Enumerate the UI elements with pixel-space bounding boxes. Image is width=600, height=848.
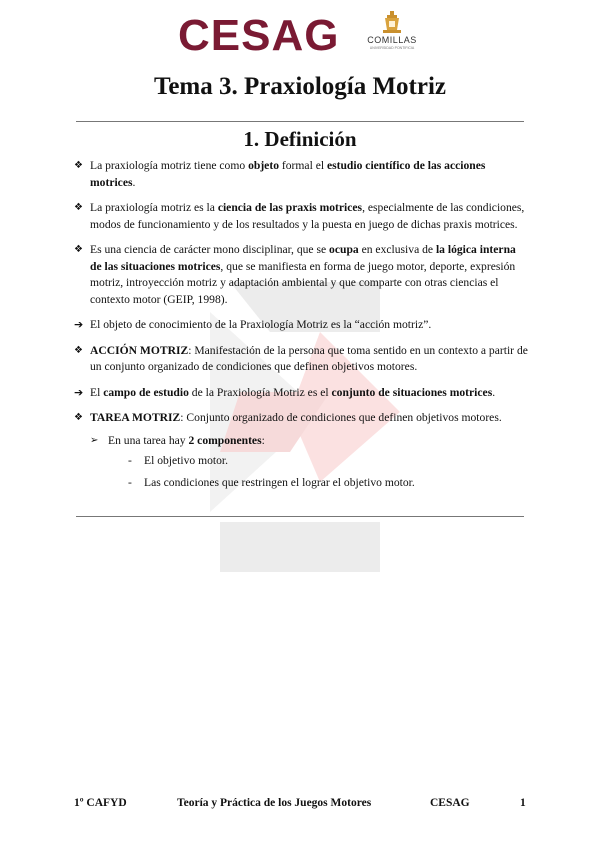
component-item <box>74 453 530 470</box>
list-item <box>74 158 530 191</box>
bold-text: objeto <box>248 159 279 172</box>
text-run: en exclusiva de <box>358 243 436 256</box>
list-item <box>74 343 530 376</box>
sub-item-text <box>108 434 265 447</box>
footer-page-number: 1 <box>520 797 526 809</box>
bold-text: la lógica interna de las situaciones motrices <box>90 243 516 273</box>
dash-marker: - <box>128 475 132 489</box>
page-footer <box>74 797 530 813</box>
list-item <box>74 410 530 427</box>
sub-item-marker: ➢ <box>90 434 99 446</box>
dash-marker: - <box>128 454 132 467</box>
list-item <box>74 242 530 308</box>
header-logos <box>0 10 600 60</box>
list-item-text <box>90 318 431 331</box>
footer-subject: Teoría y Práctica de los Juegos Motores <box>177 797 372 809</box>
component-text: El objetivo motor. <box>144 454 229 467</box>
footer-course: 1º CAFYD <box>74 797 127 809</box>
text-run: El objeto de conocimiento de la Praxiología Motriz es la “acción motriz”. <box>90 318 432 331</box>
text-run: En una tarea hay <box>108 433 189 447</box>
page-title: Tema 3. Praxiología Motriz <box>153 73 447 100</box>
list-item <box>74 317 530 334</box>
text-run: . <box>492 385 496 399</box>
arrow-bullet-icon: ➔ <box>74 318 84 331</box>
list-item-text <box>90 411 502 424</box>
bold-text: ACCIÓN MOTRIZ <box>90 343 189 357</box>
list-item-text <box>90 344 528 374</box>
list-item-text <box>90 386 495 399</box>
component-text: Las condiciones que restringen el lograr el objetivo motor. <box>144 475 415 489</box>
component-item <box>74 475 530 492</box>
list-item-text <box>90 201 524 231</box>
definition-content <box>74 158 530 496</box>
top-divider <box>76 121 524 122</box>
diamond-bullet-icon: ❖ <box>74 160 83 171</box>
bold-text: campo de estudio <box>103 385 189 399</box>
text-run: de la Praxiología Motriz es el <box>188 385 332 399</box>
comillas-logo <box>360 10 424 60</box>
bold-text: TAREA MOTRIZ <box>90 411 181 424</box>
comillas-subtitle: UNIVERSIDAD PONTIFICIA <box>369 46 415 50</box>
diamond-bullet-icon: ❖ <box>74 344 83 356</box>
components-list <box>74 453 530 491</box>
section-title: 1. Definición <box>243 127 357 151</box>
diamond-bullet-icon: ❖ <box>74 202 83 213</box>
comillas-crest-icon <box>378 10 406 36</box>
list-item <box>74 385 530 402</box>
arrow-bullet-icon: ➔ <box>74 385 84 399</box>
footer-institution: CESAG <box>430 797 470 809</box>
list-item <box>74 200 530 233</box>
bold-text: 2 componentes <box>188 433 262 447</box>
bold-text: estudio científico de las acciones motrices <box>90 159 486 189</box>
comillas-name: COMILLAS <box>367 35 417 45</box>
bold-text: ocupa <box>329 243 359 256</box>
diamond-bullet-icon: ❖ <box>74 412 83 423</box>
text-run: formal el <box>279 159 327 172</box>
text-run: El <box>90 385 104 399</box>
text-run: Es una ciencia de carácter mono disciplinar, que se <box>90 243 330 256</box>
bottom-divider <box>76 516 524 517</box>
bold-text: conjunto de situaciones motrices <box>331 385 493 399</box>
text-run: La praxiología motriz es la <box>90 201 218 214</box>
list-item-text <box>90 243 516 306</box>
text-run: , que se manifiesta en forma de juego motor, deporte, expresión motriz, introyección motriz y adaptación ambiental y que comparte con otras ciencias el contexto motor (GEIP, 1998). <box>90 259 516 306</box>
bold-text: ciencia de las praxis motrices <box>217 201 363 214</box>
list-item-text <box>90 159 485 189</box>
text-run: , especialmente de las condiciones, modos de funcionamiento y de los resultados y la puesta en juego de dichas praxis motrices. <box>90 201 525 231</box>
text-run: La praxiología motriz tiene como <box>90 159 249 172</box>
cesag-logo: CESAG <box>178 11 340 60</box>
text-run: : Manifestación de la persona que toma sentido en un contexto a partir de un conjunto organizado de condiciones que definen objetivos motores. <box>90 343 528 373</box>
text-run: : Conjunto organizado de condiciones que definen objetivos motores. <box>180 411 502 424</box>
sub-item <box>74 433 530 450</box>
text-run: . <box>132 175 136 189</box>
text-run: : <box>261 433 265 447</box>
definition-list <box>74 158 530 427</box>
diamond-bullet-icon: ❖ <box>74 244 83 255</box>
